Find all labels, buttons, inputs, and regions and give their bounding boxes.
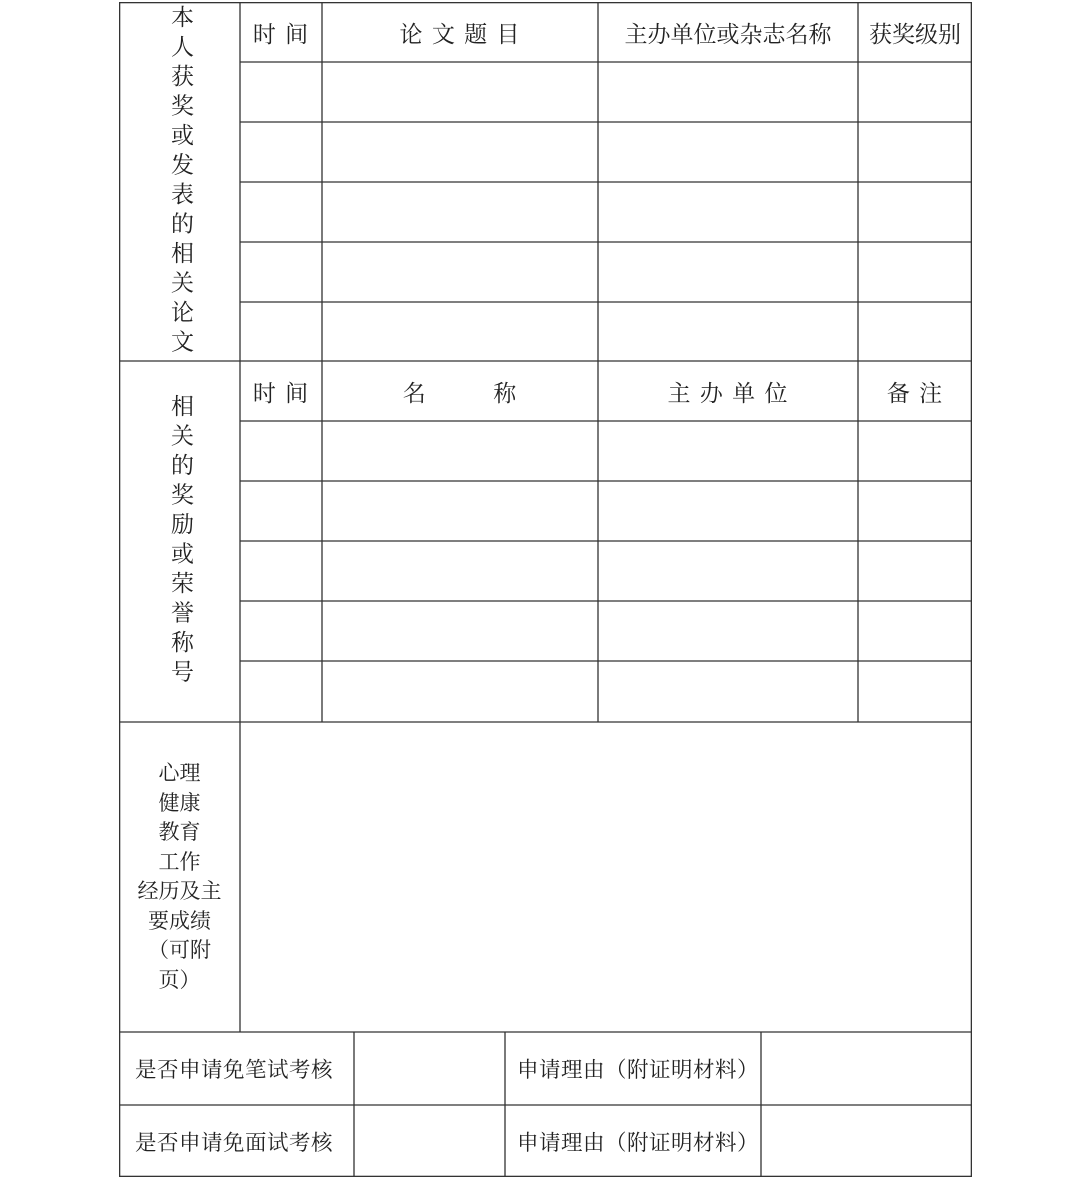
papers-header-time: 时 间 bbox=[252, 21, 310, 48]
papers-header-level: 获奖级别 bbox=[869, 21, 961, 48]
honors-header-name: 名 称 bbox=[402, 380, 518, 407]
interview-reason-input[interactable] bbox=[761, 1105, 972, 1177]
written-exam-exemption-input[interactable] bbox=[354, 1032, 505, 1105]
papers-section-label bbox=[119, 2, 240, 361]
honors-header-time: 时 间 bbox=[252, 380, 310, 407]
experience-input-area[interactable] bbox=[240, 722, 972, 1032]
written-exam-reason-input[interactable] bbox=[761, 1032, 972, 1105]
experience-section-label-text: 心理 健康 教育 工作 经历及主 要成绩 （可附 页） bbox=[137, 761, 222, 992]
papers-header-organizer: 主办单位或杂志名称 bbox=[624, 21, 832, 48]
papers-section-label-text: 本人获奖或发表的相关论文 bbox=[167, 4, 193, 359]
interview-reason-label: 申请理由（附证明材料） bbox=[517, 1130, 760, 1156]
application-form bbox=[119, 2, 972, 1177]
experience-section-label bbox=[119, 722, 240, 1032]
honors-section-label-text: 相关的奖励或荣誉称号 bbox=[167, 394, 193, 689]
written-exam-exemption-label: 是否申请免笔试考核 bbox=[135, 1058, 334, 1083]
papers-header-title: 论 文 题 目 bbox=[399, 21, 521, 48]
honors-section-label bbox=[119, 361, 240, 722]
interview-exemption-label: 是否申请免面试考核 bbox=[135, 1130, 334, 1156]
honors-header-organizer: 主 办 单 位 bbox=[667, 380, 789, 407]
honors-header-notes: 备 注 bbox=[886, 380, 944, 407]
written-exam-reason-label: 申请理由（附证明材料） bbox=[517, 1058, 760, 1083]
interview-exemption-input[interactable] bbox=[354, 1105, 505, 1177]
